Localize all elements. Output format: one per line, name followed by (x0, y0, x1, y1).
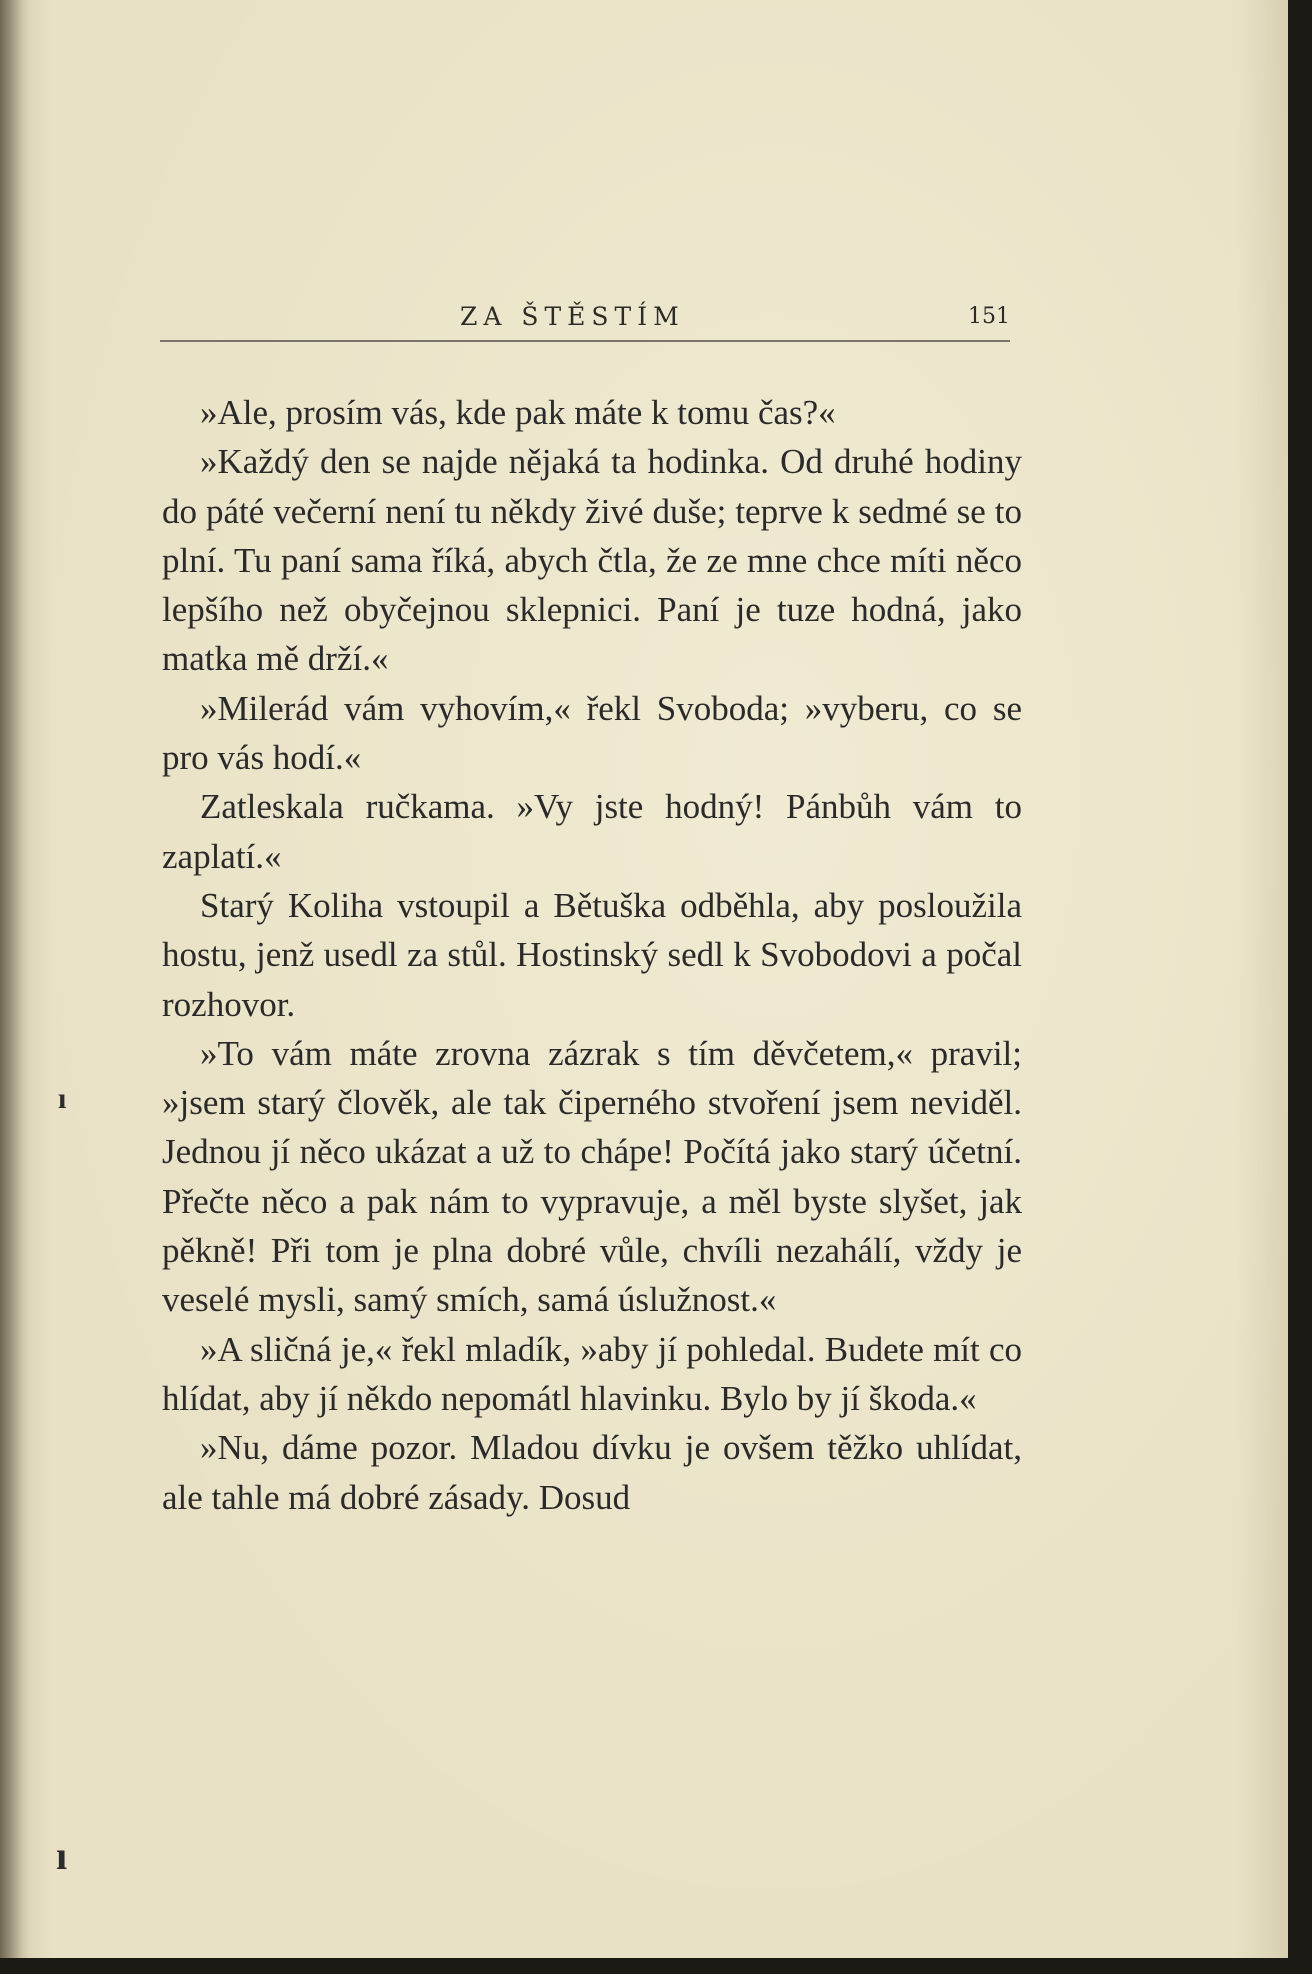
paragraph: »A sličná je,« řekl mladík, »aby jí pohledal. Budete mít co hlídat, aby jí někdo nepomátl hlavinku. Bylo by jí škoda.« (162, 1329, 1022, 1418)
running-head (160, 300, 1010, 342)
paragraph: »Milerád vám vyhovím,« řekl Svoboda; »vyberu, co se pro vás hodí.« (162, 688, 1022, 778)
paragraph: »Každý den se najde nějaká ta hodinka. Od druhé hodiny do páté večerní není tu někdy živé duše; teprve k sedmé se to plní. Tu paní sama říká, abych čtla, že ze mne chce míti něco lepšího než obyčejnou sklepnici. Paní je tuze hodná, jako matka mě drží.« (162, 442, 1022, 679)
page-binding-shadow (0, 0, 30, 1958)
margin-mark-icon: ı (58, 1082, 67, 1115)
paragraph: Zatleskala ručkama. »Vy jste hodný! Pánbůh vám to zaplatí.« (162, 787, 1022, 876)
paragraph: »Ale, prosím vás, kde pak máte k tomu čas?« (200, 393, 836, 432)
paragraph: Starý Koliha vstoupil a Bětuška odběhla, aby posloužila hostu, jenž usedl za stůl. Hostinský sedl k Svobodovi a počal rozhovor. (162, 885, 1022, 1024)
paragraph: »To vám máte zrovna zázrak s tím děvčetem,« pravil; »jsem starý člověk, ale tak čiperného stvoření jsem neviděl. Jednou jí něco ukázat a už to chápe! Počítá jako starý účetní. Přečte něco a pak nám to vypravuje, a měl byste slyšet, jak pěkně! Při tom je plna dobré vůle, chvíli nezahálí, vždy je veselé mysli, samý smích, samá úslužnost.« (162, 1033, 1022, 1320)
paragraph: »Nu, dáme pozor. Mladou dívku je ovšem těžko uhlídat, ale tahle má dobré zásady. Dosud (162, 1428, 1022, 1517)
margin-mark-icon: ı (56, 1833, 68, 1878)
body-text (162, 388, 1022, 1522)
page-number: 151 (968, 304, 1010, 329)
scan-border-bottom (0, 1958, 1312, 1974)
running-head-title: ZA ŠTĚSTÍM (460, 302, 685, 331)
scan-border-right (1288, 0, 1312, 1974)
